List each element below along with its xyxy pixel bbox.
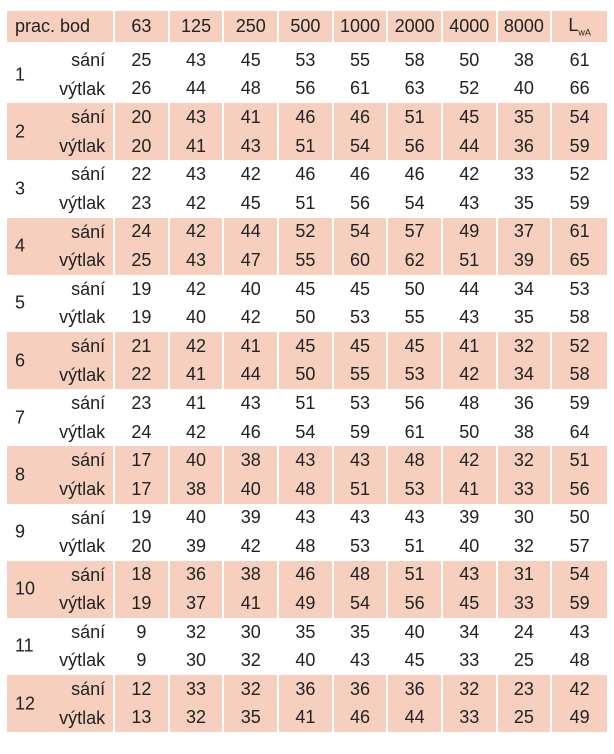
- freq-value: 51: [279, 389, 334, 418]
- freq-value: 40: [443, 532, 498, 561]
- freq-value: 37: [498, 218, 553, 247]
- freq-value: 50: [443, 46, 498, 75]
- freq-value: 50: [279, 303, 334, 332]
- table-row: [7, 618, 607, 647]
- mode-intake-label: sání: [71, 564, 106, 585]
- lwa-value: 50: [569, 507, 590, 528]
- table-row: [7, 332, 607, 361]
- freq-value: 58: [388, 46, 443, 75]
- freq-value: 38: [170, 475, 225, 504]
- freq-value: 48: [279, 475, 334, 504]
- freq-value: 36: [498, 389, 553, 418]
- freq-value: 56: [334, 189, 389, 218]
- mode-outlet-label: výtlak: [59, 250, 106, 271]
- lwa-value: 58: [552, 361, 607, 390]
- freq-value: 43: [443, 561, 498, 590]
- freq-value: 43: [224, 132, 279, 161]
- freq-value: 30: [498, 504, 553, 533]
- mode-intake-label: sání: [71, 335, 106, 356]
- lwa-value: 52: [569, 164, 590, 185]
- freq-value: 34: [498, 275, 553, 304]
- freq-value: 42: [224, 532, 279, 561]
- freq-value: 43: [279, 446, 334, 475]
- point-cell: [7, 504, 115, 561]
- freq-value: 54: [334, 132, 389, 161]
- freq-value: 45: [279, 275, 334, 304]
- freq-value: 43: [334, 646, 389, 675]
- freq-value: 25: [115, 246, 170, 275]
- mode-outlet-label: výtlak: [59, 364, 106, 385]
- freq-value: 32: [170, 618, 225, 647]
- freq-value: 46: [388, 160, 443, 189]
- freq-value: 45: [388, 332, 443, 361]
- header-freq: 8000: [498, 11, 553, 46]
- point-cell: [7, 618, 115, 675]
- mode-intake-label: sání: [71, 221, 106, 242]
- lwa-value: 42: [552, 675, 607, 704]
- mode-intake-label: sání: [71, 621, 106, 642]
- lwa-value: 43: [569, 621, 590, 642]
- freq-value: 42: [170, 218, 225, 247]
- freq-value: 32: [498, 532, 553, 561]
- freq-value: 42: [170, 189, 225, 218]
- freq-value: 46: [279, 160, 334, 189]
- lwa-value: 61: [552, 218, 607, 247]
- freq-value: 33: [498, 160, 553, 189]
- freq-value: 33: [498, 589, 553, 618]
- lwa-value: 59: [552, 589, 607, 618]
- freq-value: 35: [334, 618, 389, 647]
- point-cell: [7, 389, 115, 446]
- freq-value: 40: [170, 446, 225, 475]
- freq-value: 56: [388, 589, 443, 618]
- freq-value: 46: [334, 160, 389, 189]
- mode-outlet-label: výtlak: [59, 478, 106, 499]
- freq-value: 46: [334, 704, 389, 733]
- freq-value: 41: [170, 132, 225, 161]
- freq-value: 40: [388, 618, 443, 647]
- freq-value: 57: [388, 218, 443, 247]
- freq-value: 32: [224, 646, 279, 675]
- header-freq: 500: [279, 11, 334, 46]
- freq-value: 42: [170, 275, 225, 304]
- table-row: [7, 218, 607, 247]
- freq-value: 36: [279, 675, 334, 704]
- freq-value: 43: [170, 246, 225, 275]
- lwa-value: 58: [569, 307, 590, 328]
- point-number: 6: [15, 350, 26, 371]
- table-body: [7, 46, 607, 732]
- freq-value: 45: [224, 189, 279, 218]
- point-number: 8: [15, 464, 26, 485]
- freq-value: 55: [334, 361, 389, 390]
- freq-value: 39: [443, 504, 498, 533]
- freq-value: 19: [115, 589, 170, 618]
- freq-value: 45: [224, 46, 279, 75]
- freq-value: 43: [170, 46, 225, 75]
- freq-value: 30: [224, 618, 279, 647]
- header-freq: 63: [115, 11, 170, 46]
- mode-intake-label: sání: [71, 679, 106, 700]
- header-freq: 125: [170, 11, 225, 46]
- freq-value: 59: [334, 418, 389, 447]
- header-lwa-main: L: [568, 15, 579, 36]
- freq-value: 20: [115, 532, 170, 561]
- freq-value: 51: [388, 103, 443, 132]
- freq-value: 45: [388, 646, 443, 675]
- freq-value: 53: [334, 389, 389, 418]
- freq-value: 48: [443, 389, 498, 418]
- mode-outlet-label: výtlak: [59, 536, 106, 557]
- freq-value: 46: [279, 103, 334, 132]
- freq-value: 40: [170, 504, 225, 533]
- freq-value: 54: [334, 218, 389, 247]
- point-cell: [7, 275, 115, 332]
- freq-value: 36: [498, 132, 553, 161]
- freq-value: 43: [388, 504, 443, 533]
- freq-value: 50: [388, 275, 443, 304]
- freq-value: 47: [224, 246, 279, 275]
- point-number: 10: [15, 578, 36, 599]
- freq-value: 48: [334, 561, 389, 590]
- mode-intake-label: sání: [71, 278, 106, 299]
- freq-value: 62: [388, 246, 443, 275]
- lwa-value: 57: [569, 535, 590, 556]
- lwa-value: 64: [569, 421, 590, 442]
- mode-intake-label: sání: [71, 393, 106, 414]
- freq-value: 19: [115, 275, 170, 304]
- lwa-value: 59: [569, 192, 590, 213]
- freq-value: 9: [115, 618, 170, 647]
- freq-value: 20: [115, 132, 170, 161]
- freq-value: 35: [498, 103, 553, 132]
- freq-value: 51: [279, 189, 334, 218]
- freq-value: 13: [115, 704, 170, 733]
- freq-value: 55: [388, 303, 443, 332]
- point-cell: [7, 675, 115, 732]
- freq-value: 45: [443, 589, 498, 618]
- freq-value: 26: [115, 75, 170, 104]
- mode-intake-label: sání: [71, 507, 106, 528]
- freq-value: 44: [388, 704, 443, 733]
- point-number: 2: [15, 121, 26, 142]
- freq-value: 45: [334, 275, 389, 304]
- freq-value: 43: [443, 303, 498, 332]
- freq-value: 17: [115, 475, 170, 504]
- freq-value: 41: [279, 704, 334, 733]
- freq-value: 41: [224, 103, 279, 132]
- freq-value: 41: [443, 332, 498, 361]
- lwa-value: 56: [552, 475, 607, 504]
- freq-value: 42: [224, 160, 279, 189]
- table-row: [7, 275, 607, 304]
- freq-value: 23: [115, 189, 170, 218]
- freq-value: 55: [334, 46, 389, 75]
- lwa-value: 49: [552, 704, 607, 733]
- table-row: [7, 389, 607, 418]
- point-cell: [7, 103, 115, 160]
- freq-value: 33: [170, 675, 225, 704]
- freq-value: 48: [279, 532, 334, 561]
- point-cell: [7, 218, 115, 275]
- freq-value: 38: [224, 561, 279, 590]
- freq-value: 25: [498, 646, 553, 675]
- freq-value: 33: [443, 646, 498, 675]
- freq-value: 43: [334, 504, 389, 533]
- freq-value: 61: [388, 418, 443, 447]
- freq-value: 54: [279, 418, 334, 447]
- freq-value: 53: [279, 46, 334, 75]
- freq-value: 30: [170, 646, 225, 675]
- table-row: [7, 103, 607, 132]
- point-cell: [7, 160, 115, 217]
- freq-value: 51: [334, 475, 389, 504]
- mode-outlet-label: výtlak: [59, 593, 106, 614]
- table-row: [7, 561, 607, 590]
- table-row: [7, 675, 607, 704]
- freq-value: 52: [443, 75, 498, 104]
- mode-intake-label: sání: [71, 50, 106, 70]
- point-number: 5: [15, 292, 26, 313]
- freq-value: 32: [443, 675, 498, 704]
- freq-value: 38: [224, 446, 279, 475]
- freq-value: 42: [170, 332, 225, 361]
- header-lwa: [552, 11, 607, 46]
- freq-value: 24: [115, 218, 170, 247]
- point-cell: [7, 446, 115, 503]
- freq-value: 24: [498, 618, 553, 647]
- mode-outlet-label: výtlak: [59, 192, 106, 213]
- freq-value: 41: [224, 332, 279, 361]
- freq-value: 24: [115, 418, 170, 447]
- freq-value: 43: [170, 160, 225, 189]
- mode-outlet-label: výtlak: [59, 135, 106, 156]
- freq-value: 43: [224, 389, 279, 418]
- point-number: 4: [15, 235, 26, 256]
- freq-value: 34: [498, 361, 553, 390]
- freq-value: 56: [388, 132, 443, 161]
- freq-value: 40: [224, 475, 279, 504]
- point-number: 7: [15, 407, 26, 428]
- point-number: 12: [15, 693, 36, 714]
- freq-value: 44: [170, 75, 225, 104]
- lwa-value: 65: [552, 246, 607, 275]
- freq-value: 34: [443, 618, 498, 647]
- freq-value: 18: [115, 561, 170, 590]
- freq-value: 40: [170, 303, 225, 332]
- table-row: [7, 446, 607, 475]
- freq-value: 33: [443, 704, 498, 733]
- mode-intake-label: sání: [71, 107, 106, 128]
- freq-value: 41: [443, 475, 498, 504]
- freq-value: 36: [170, 561, 225, 590]
- freq-value: 23: [498, 675, 553, 704]
- freq-value: 35: [498, 303, 553, 332]
- header-bod: prac. bod: [7, 11, 115, 46]
- freq-value: 45: [334, 332, 389, 361]
- freq-value: 51: [279, 132, 334, 161]
- freq-value: 43: [443, 189, 498, 218]
- freq-value: 9: [115, 646, 170, 675]
- header-freq: 2000: [388, 11, 443, 46]
- freq-value: 40: [224, 275, 279, 304]
- freq-value: 45: [279, 332, 334, 361]
- freq-value: 48: [224, 75, 279, 104]
- freq-value: 51: [388, 532, 443, 561]
- freq-value: 40: [279, 646, 334, 675]
- mode-outlet-label: výtlak: [59, 307, 106, 328]
- mode-outlet-label: výtlak: [59, 421, 106, 442]
- freq-value: 41: [170, 389, 225, 418]
- freq-value: 54: [334, 589, 389, 618]
- freq-value: 40: [498, 75, 553, 104]
- freq-value: 60: [334, 246, 389, 275]
- freq-value: 36: [388, 675, 443, 704]
- freq-value: 51: [388, 561, 443, 590]
- lwa-value: 48: [569, 650, 590, 671]
- lwa-value: 52: [552, 332, 607, 361]
- freq-value: 12: [115, 675, 170, 704]
- freq-value: 41: [224, 589, 279, 618]
- freq-value: 56: [279, 75, 334, 104]
- freq-value: 32: [170, 704, 225, 733]
- freq-value: 55: [279, 246, 334, 275]
- lwa-value: 54: [552, 103, 607, 132]
- freq-value: 38: [498, 46, 553, 75]
- freq-value: 44: [443, 132, 498, 161]
- freq-value: 42: [443, 446, 498, 475]
- lwa-value: 54: [552, 561, 607, 590]
- point-cell: [7, 561, 115, 618]
- mode-intake-label: sání: [71, 164, 106, 185]
- freq-value: 43: [170, 103, 225, 132]
- freq-value: 44: [224, 218, 279, 247]
- point-number: 9: [15, 521, 26, 542]
- freq-value: 38: [498, 418, 553, 447]
- freq-value: 50: [279, 361, 334, 390]
- lwa-value: 51: [552, 446, 607, 475]
- freq-value: 35: [498, 189, 553, 218]
- freq-value: 21: [115, 332, 170, 361]
- freq-value: 32: [498, 446, 553, 475]
- lwa-value: 59: [552, 132, 607, 161]
- freq-value: 49: [279, 589, 334, 618]
- freq-value: 39: [498, 246, 553, 275]
- table-row: [7, 504, 607, 533]
- freq-value: 32: [498, 332, 553, 361]
- freq-value: 52: [279, 218, 334, 247]
- freq-value: 22: [115, 160, 170, 189]
- point-number: 3: [15, 178, 26, 199]
- freq-value: 20: [115, 103, 170, 132]
- freq-value: 46: [334, 103, 389, 132]
- lwa-value: 53: [569, 278, 590, 299]
- freq-value: 63: [388, 75, 443, 104]
- table-row: [7, 46, 607, 75]
- lwa-value: 66: [569, 78, 590, 99]
- freq-value: 25: [498, 704, 553, 733]
- freq-value: 35: [279, 618, 334, 647]
- freq-value: 51: [443, 246, 498, 275]
- freq-value: 17: [115, 446, 170, 475]
- freq-value: 53: [388, 475, 443, 504]
- freq-value: 44: [224, 361, 279, 390]
- freq-value: 61: [334, 75, 389, 104]
- point-cell: [7, 332, 115, 389]
- point-number: 11: [15, 635, 34, 656]
- freq-value: 37: [170, 589, 225, 618]
- freq-value: 39: [170, 532, 225, 561]
- freq-value: 42: [224, 303, 279, 332]
- header-freq: 4000: [443, 11, 498, 46]
- mode-outlet-label: výtlak: [59, 78, 106, 99]
- freq-value: 33: [498, 475, 553, 504]
- freq-value: 36: [334, 675, 389, 704]
- header-lwa-sub: wA: [578, 27, 591, 38]
- freq-value: 42: [443, 361, 498, 390]
- freq-value: 46: [224, 418, 279, 447]
- lwa-value: 61: [569, 49, 590, 70]
- mode-intake-label: sání: [71, 450, 106, 471]
- freq-value: 43: [334, 446, 389, 475]
- freq-value: 54: [388, 189, 443, 218]
- mode-outlet-label: výtlak: [59, 650, 106, 671]
- freq-value: 41: [170, 361, 225, 390]
- header-freq: 1000: [334, 11, 389, 46]
- freq-value: 49: [443, 218, 498, 247]
- freq-value: 50: [443, 418, 498, 447]
- freq-value: 42: [443, 160, 498, 189]
- lwa-value: 59: [569, 392, 590, 413]
- header-row: [7, 11, 607, 46]
- freq-value: 44: [443, 275, 498, 304]
- freq-value: 46: [279, 561, 334, 590]
- freq-value: 53: [334, 532, 389, 561]
- freq-value: 53: [334, 303, 389, 332]
- freq-value: 35: [224, 704, 279, 733]
- freq-value: 45: [443, 103, 498, 132]
- freq-value: 19: [115, 504, 170, 533]
- freq-value: 42: [170, 418, 225, 447]
- point-cell: [7, 46, 115, 103]
- point-number: 1: [15, 64, 26, 85]
- freq-value: 43: [279, 504, 334, 533]
- noise-table: [7, 11, 607, 732]
- freq-value: 23: [115, 389, 170, 418]
- freq-value: 39: [224, 504, 279, 533]
- header-freq: 250: [224, 11, 279, 46]
- freq-value: 31: [498, 561, 553, 590]
- freq-value: 56: [388, 389, 443, 418]
- freq-value: 32: [224, 675, 279, 704]
- freq-value: 22: [115, 361, 170, 390]
- freq-value: 48: [388, 446, 443, 475]
- freq-value: 25: [115, 46, 170, 75]
- mode-outlet-label: výtlak: [59, 707, 106, 728]
- table-row: [7, 160, 607, 189]
- freq-value: 19: [115, 303, 170, 332]
- freq-value: 53: [388, 361, 443, 390]
